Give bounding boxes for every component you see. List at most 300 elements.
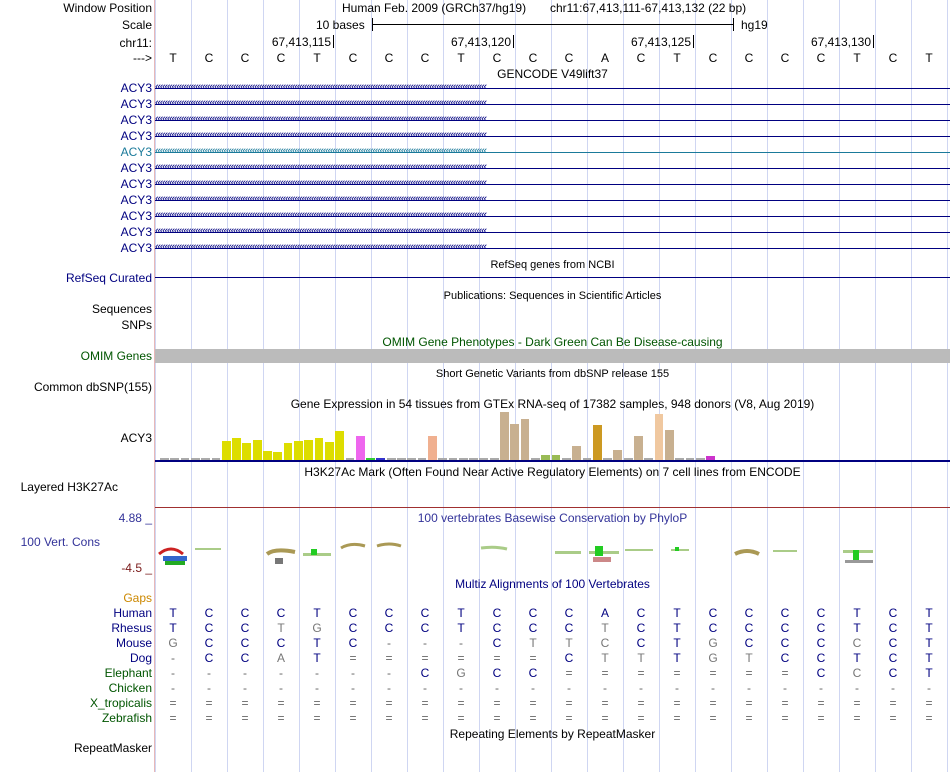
- aligned-base: C: [636, 606, 646, 620]
- aligned-base: C: [852, 636, 862, 650]
- aligned-base: C: [492, 606, 502, 620]
- aligned-base: C: [888, 606, 898, 620]
- species-label[interactable]: Dog: [129, 651, 152, 665]
- aligned-base: =: [817, 711, 825, 725]
- aligned-base: =: [169, 696, 177, 710]
- aligned-base: C: [384, 606, 394, 620]
- aligned-base: -: [747, 681, 751, 695]
- gtex-tissue-bar[interactable]: [500, 412, 509, 460]
- aligned-base: -: [279, 666, 283, 680]
- gencode-gene-label[interactable]: ACY3: [120, 113, 152, 127]
- gencode-transcript[interactable]: [155, 113, 950, 125]
- aligned-base: C: [528, 606, 538, 620]
- strand-arrows: ‹‹‹‹‹‹‹‹‹‹‹‹‹‹‹‹‹‹‹‹‹‹‹‹‹‹‹‹‹‹‹‹‹‹‹‹‹‹‹‹‹‹‹‹‹‹‹‹‹‹‹‹‹‹‹‹‹‹‹‹‹‹‹‹‹‹‹‹‹‹‹‹‹‹‹‹‹‹‹‹‹‹‹‹‹‹‹‹‹‹‹‹‹‹‹‹‹‹‹‹‹‹‹‹‹‹‹‹‹‹‹‹‹‹‹‹‹‹‹‹‹‹‹‹‹‹‹‹‹‹‹‹‹‹‹‹‹‹‹‹: [155, 225, 486, 237]
- gencode-transcript[interactable]: [155, 177, 950, 189]
- phylop-min-label: -4.5 _: [121, 561, 152, 575]
- h3k27ac-baseline[interactable]: [155, 507, 950, 508]
- coordinate-label: 67,413,120: [450, 35, 511, 49]
- aligned-base: =: [349, 711, 357, 725]
- base: C: [744, 51, 754, 65]
- gaps-label[interactable]: Gaps: [123, 591, 152, 605]
- aligned-base: T: [925, 606, 933, 620]
- strand-arrows: ‹‹‹‹‹‹‹‹‹‹‹‹‹‹‹‹‹‹‹‹‹‹‹‹‹‹‹‹‹‹‹‹‹‹‹‹‹‹‹‹‹‹‹‹‹‹‹‹‹‹‹‹‹‹‹‹‹‹‹‹‹‹‹‹‹‹‹‹‹‹‹‹‹‹‹‹‹‹‹‹‹‹‹‹‹‹‹‹‹‹‹‹‹‹‹‹‹‹‹‹‹‹‹‹‹‹‹‹‹‹‹‹‹‹‹‹‹‹‹‹‹‹‹‹‹‹‹‹‹‹‹‹‹‹‹‹‹‹‹‹: [155, 129, 486, 141]
- aligned-base: -: [459, 681, 463, 695]
- aligned-base: =: [925, 711, 933, 725]
- aligned-base: C: [636, 636, 646, 650]
- aligned-base: -: [891, 681, 895, 695]
- aligned-base: =: [673, 666, 681, 680]
- aligned-base: G: [168, 636, 178, 650]
- aligned-base: T: [673, 636, 681, 650]
- aligned-base: C: [492, 666, 502, 680]
- aligned-base: =: [529, 696, 537, 710]
- aligned-base: G: [708, 651, 718, 665]
- gencode-gene-label[interactable]: ACY3: [120, 97, 152, 111]
- aligned-base: =: [529, 711, 537, 725]
- gtex-tissue-bar[interactable]: [428, 436, 437, 460]
- cons-logo-5: [341, 544, 401, 548]
- aligned-base: C: [564, 621, 574, 635]
- aligned-base: C: [816, 666, 826, 680]
- aligned-base: G: [708, 636, 718, 650]
- aligned-base: T: [673, 606, 681, 620]
- aligned-base: C: [204, 636, 214, 650]
- coordinate-label: 67,413,130: [810, 35, 871, 49]
- aligned-base: =: [493, 696, 501, 710]
- gencode-gene-label[interactable]: ACY3: [120, 145, 152, 159]
- gtex-tissue-bar[interactable]: [613, 450, 622, 460]
- strand-arrows: ‹‹‹‹‹‹‹‹‹‹‹‹‹‹‹‹‹‹‹‹‹‹‹‹‹‹‹‹‹‹‹‹‹‹‹‹‹‹‹‹‹‹‹‹‹‹‹‹‹‹‹‹‹‹‹‹‹‹‹‹‹‹‹‹‹‹‹‹‹‹‹‹‹‹‹‹‹‹‹‹‹‹‹‹‹‹‹‹‹‹‹‹‹‹‹‹‹‹‹‹‹‹‹‹‹‹‹‹‹‹‹‹‹‹‹‹‹‹‹‹‹‹‹‹‹‹‹‹‹‹‹‹‹‹‹‹‹‹‹‹: [155, 241, 486, 253]
- base: T: [313, 51, 321, 65]
- refseq-line[interactable]: [155, 277, 950, 278]
- strand-arrows: ‹‹‹‹‹‹‹‹‹‹‹‹‹‹‹‹‹‹‹‹‹‹‹‹‹‹‹‹‹‹‹‹‹‹‹‹‹‹‹‹‹‹‹‹‹‹‹‹‹‹‹‹‹‹‹‹‹‹‹‹‹‹‹‹‹‹‹‹‹‹‹‹‹‹‹‹‹‹‹‹‹‹‹‹‹‹‹‹‹‹‹‹‹‹‹‹‹‹‹‹‹‹‹‹‹‹‹‹‹‹‹‹‹‹‹‹‹‹‹‹‹‹‹‹‹‹‹‹‹‹‹‹‹‹‹‹‹‹‹‹: [155, 177, 486, 189]
- gtex-tissue-bar[interactable]: [655, 414, 664, 460]
- aligned-base: =: [925, 696, 933, 710]
- aligned-base: =: [853, 696, 861, 710]
- gencode-gene-label[interactable]: ACY3: [120, 177, 152, 191]
- scale-bar-left-tick: [372, 18, 373, 31]
- gtex-gene-label[interactable]: ACY3: [120, 431, 152, 445]
- aligned-base: C: [240, 636, 250, 650]
- aligned-base: =: [709, 711, 717, 725]
- aligned-base: C: [816, 636, 826, 650]
- aligned-base: T: [277, 621, 285, 635]
- aligned-base: T: [745, 651, 753, 665]
- base: A: [600, 51, 609, 65]
- aligned-base: C: [600, 636, 610, 650]
- tracks-area[interactable]: [155, 0, 950, 772]
- coordinate-label: 67,413,115: [271, 35, 331, 49]
- cons-logo-6: [481, 547, 507, 549]
- aligned-base: T: [529, 636, 537, 650]
- aligned-base: C: [384, 621, 394, 635]
- gtex-bar-chart[interactable]: [155, 412, 950, 460]
- gencode-transcript[interactable]: [155, 161, 950, 173]
- aligned-base: -: [351, 666, 355, 680]
- window-position-label: Window Position: [63, 1, 152, 15]
- aligned-base: =: [565, 696, 573, 710]
- gtex-tissue-bar[interactable]: [521, 419, 530, 460]
- scale-bar: [373, 24, 733, 25]
- aligned-base: C: [420, 666, 430, 680]
- aligned-base: =: [601, 711, 609, 725]
- aligned-base: C: [420, 606, 430, 620]
- omim-bar[interactable]: [155, 349, 950, 363]
- gtex-tissue-bar[interactable]: [510, 424, 519, 460]
- base: C: [348, 51, 358, 65]
- cons-logo-1: [159, 549, 187, 565]
- aligned-base: =: [637, 696, 645, 710]
- sequences-label[interactable]: Sequences: [91, 302, 152, 316]
- gencode-transcript[interactable]: [155, 225, 950, 237]
- cons-logo-2: [195, 548, 221, 550]
- strand-arrows: ‹‹‹‹‹‹‹‹‹‹‹‹‹‹‹‹‹‹‹‹‹‹‹‹‹‹‹‹‹‹‹‹‹‹‹‹‹‹‹‹‹‹‹‹‹‹‹‹‹‹‹‹‹‹‹‹‹‹‹‹‹‹‹‹‹‹‹‹‹‹‹‹‹‹‹‹‹‹‹‹‹‹‹‹‹‹‹‹‹‹‹‹‹‹‹‹‹‹‹‹‹‹‹‹‹‹‹‹‹‹‹‹‹‹‹‹‹‹‹‹‹‹‹‹‹‹‹‹‹‹‹‹‹‹‹‹‹‹‹‹: [155, 81, 486, 93]
- aligned-base: C: [240, 621, 250, 635]
- aligned-base: -: [387, 636, 391, 650]
- aligned-base: -: [387, 666, 391, 680]
- aligned-base: C: [852, 666, 862, 680]
- aligned-base: =: [781, 711, 789, 725]
- aligned-base: =: [493, 711, 501, 725]
- gtex-tissue-bar[interactable]: [253, 440, 262, 460]
- aligned-base: =: [205, 696, 213, 710]
- aligned-base: G: [312, 621, 322, 635]
- aligned-base: C: [420, 621, 430, 635]
- phylop-title: 100 vertebrates Basewise Conservation by PhyloP: [417, 511, 688, 525]
- cons-logo-9: [735, 550, 797, 554]
- chromosome-label: chr11:: [119, 36, 152, 50]
- aligned-base: =: [241, 696, 249, 710]
- conservation-logos[interactable]: [155, 540, 950, 566]
- phylop-max-label: 4.88 _: [118, 511, 152, 525]
- aligned-base: C: [204, 651, 214, 665]
- aligned-base: T: [637, 651, 645, 665]
- cons-logo-4: [303, 549, 331, 556]
- aligned-base: -: [351, 681, 355, 695]
- aligned-base: -: [675, 681, 679, 695]
- coordinate-tick: [873, 35, 874, 48]
- gencode-transcript[interactable]: [155, 129, 950, 141]
- repeatmasker-title: Repeating Elements by RepeatMasker: [449, 727, 656, 741]
- aligned-base: -: [639, 681, 643, 695]
- species-label[interactable]: Rhesus: [111, 621, 152, 635]
- aligned-base: C: [780, 651, 790, 665]
- aligned-base: =: [565, 666, 573, 680]
- aligned-base: A: [600, 606, 609, 620]
- aligned-base: -: [279, 681, 283, 695]
- base: C: [276, 51, 286, 65]
- gtex-tissue-bar[interactable]: [294, 441, 303, 460]
- aligned-base: =: [709, 696, 717, 710]
- aligned-base: =: [313, 711, 321, 725]
- coordinate-tick: [333, 35, 334, 48]
- aligned-base: -: [423, 636, 427, 650]
- aligned-base: =: [169, 711, 177, 725]
- aligned-base: C: [276, 606, 286, 620]
- aligned-base: =: [889, 696, 897, 710]
- aligned-base: -: [315, 681, 319, 695]
- species-label[interactable]: Mouse: [115, 636, 152, 650]
- aligned-base: C: [780, 621, 790, 635]
- aligned-base: T: [169, 621, 177, 635]
- gencode-gene-label[interactable]: ACY3: [120, 129, 152, 143]
- aligned-base: -: [171, 681, 175, 695]
- aligned-base: C: [888, 636, 898, 650]
- refseq-title: RefSeq genes from NCBI: [490, 259, 615, 271]
- aligned-base: C: [744, 636, 754, 650]
- aligned-base: =: [385, 696, 393, 710]
- aligned-base: =: [349, 696, 357, 710]
- aligned-base: =: [385, 711, 393, 725]
- gencode-transcript[interactable]: [155, 241, 950, 253]
- aligned-base: =: [637, 666, 645, 680]
- aligned-base: T: [673, 621, 681, 635]
- aligned-base: C: [204, 606, 214, 620]
- aligned-base: C: [816, 621, 826, 635]
- gtex-tissue-bar[interactable]: [634, 436, 643, 460]
- aligned-base: T: [313, 636, 321, 650]
- aligned-base: =: [313, 696, 321, 710]
- aligned-base: C: [636, 621, 646, 635]
- aligned-base: T: [457, 606, 465, 620]
- gtex-title: Gene Expression in 54 tissues from GTEx RNA-seq of 17382 samples, 948 donors (V8, Aug 2019): [290, 397, 815, 411]
- aligned-base: =: [745, 711, 753, 725]
- strand-arrows: ‹‹‹‹‹‹‹‹‹‹‹‹‹‹‹‹‹‹‹‹‹‹‹‹‹‹‹‹‹‹‹‹‹‹‹‹‹‹‹‹‹‹‹‹‹‹‹‹‹‹‹‹‹‹‹‹‹‹‹‹‹‹‹‹‹‹‹‹‹‹‹‹‹‹‹‹‹‹‹‹‹‹‹‹‹‹‹‹‹‹‹‹‹‹‹‹‹‹‹‹‹‹‹‹‹‹‹‹‹‹‹‹‹‹‹‹‹‹‹‹‹‹‹‹‹‹‹‹‹‹‹‹‹‹‹‹‹‹‹‹: [155, 209, 486, 221]
- aligned-base: =: [457, 651, 465, 665]
- aligned-base: =: [673, 711, 681, 725]
- aligned-base: =: [457, 711, 465, 725]
- aligned-base: C: [744, 606, 754, 620]
- aligned-base: C: [816, 651, 826, 665]
- aligned-base: T: [925, 621, 933, 635]
- species-label[interactable]: Chicken: [108, 681, 152, 695]
- base: C: [708, 51, 718, 65]
- species-label[interactable]: Zebrafish: [101, 711, 152, 725]
- gtex-tissue-bar[interactable]: [356, 436, 365, 460]
- aligned-base: T: [169, 606, 177, 620]
- gtex-tissue-bar[interactable]: [232, 438, 241, 460]
- gencode-gene-label[interactable]: ACY3: [120, 209, 152, 223]
- base: T: [169, 51, 177, 65]
- aligned-base: =: [565, 711, 573, 725]
- aligned-base: =: [781, 696, 789, 710]
- aligned-base: C: [780, 606, 790, 620]
- aligned-base: C: [528, 666, 538, 680]
- dbsnp-label[interactable]: Common dbSNP(155): [33, 380, 152, 394]
- base: C: [240, 51, 250, 65]
- aligned-base: C: [780, 636, 790, 650]
- aligned-base: =: [277, 711, 285, 725]
- aligned-base: =: [889, 711, 897, 725]
- aligned-base: T: [601, 651, 609, 665]
- aligned-base: -: [315, 666, 319, 680]
- aligned-base: -: [243, 666, 247, 680]
- gtex-tissue-bar[interactable]: [665, 430, 674, 460]
- aligned-base: T: [313, 606, 321, 620]
- aligned-base: -: [423, 681, 427, 695]
- aligned-base: -: [567, 681, 571, 695]
- cons-label[interactable]: 100 Vert. Cons: [20, 535, 100, 549]
- h3k27ac-label[interactable]: Layered H3K27Ac: [20, 480, 118, 494]
- gtex-tissue-bar[interactable]: [572, 446, 581, 460]
- aligned-base: -: [927, 681, 931, 695]
- aligned-base: C: [564, 651, 574, 665]
- aligned-base: =: [601, 696, 609, 710]
- aligned-base: T: [853, 606, 861, 620]
- aligned-base: T: [853, 621, 861, 635]
- gtex-tissue-bar[interactable]: [335, 431, 344, 460]
- base: C: [492, 51, 502, 65]
- aligned-base: T: [925, 636, 933, 650]
- gtex-tissue-bar[interactable]: [315, 438, 324, 460]
- coordinate-label: 67,413,125: [630, 35, 691, 49]
- gencode-title: GENCODE V49lift37: [497, 67, 608, 81]
- aligned-base: C: [564, 606, 574, 620]
- aligned-base: C: [240, 606, 250, 620]
- aligned-base: C: [348, 621, 358, 635]
- omim-title: OMIM Gene Phenotypes - Dark Green Can Be Disease-causing: [382, 335, 723, 349]
- aligned-base: T: [673, 651, 681, 665]
- base: T: [925, 51, 933, 65]
- strand-arrows: ‹‹‹‹‹‹‹‹‹‹‹‹‹‹‹‹‹‹‹‹‹‹‹‹‹‹‹‹‹‹‹‹‹‹‹‹‹‹‹‹‹‹‹‹‹‹‹‹‹‹‹‹‹‹‹‹‹‹‹‹‹‹‹‹‹‹‹‹‹‹‹‹‹‹‹‹‹‹‹‹‹‹‹‹‹‹‹‹‹‹‹‹‹‹‹‹‹‹‹‹‹‹‹‹‹‹‹‹‹‹‹‹‹‹‹‹‹‹‹‹‹‹‹‹‹‹‹‹‹‹‹‹‹‹‹‹‹‹‹‹: [155, 113, 486, 125]
- aligned-base: =: [745, 696, 753, 710]
- aligned-base: A: [276, 651, 285, 665]
- gencode-gene-label[interactable]: ACY3: [120, 225, 152, 239]
- base: C: [204, 51, 214, 65]
- aligned-base: -: [171, 666, 175, 680]
- aligned-base: =: [781, 666, 789, 680]
- aligned-base: C: [204, 621, 214, 635]
- aligned-base: T: [601, 621, 609, 635]
- cons-logo-3: [267, 550, 295, 564]
- h3k27ac-title: H3K27Ac Mark (Often Found Near Active Regulatory Elements) on 7 cell lines from ENCODE: [304, 465, 801, 479]
- aligned-base: -: [387, 681, 391, 695]
- gencode-transcript[interactable]: [155, 81, 950, 93]
- base: T: [457, 51, 465, 65]
- omim-label[interactable]: OMIM Genes: [80, 349, 152, 363]
- coordinate-tick: [693, 35, 694, 48]
- species-label[interactable]: Elephant: [104, 666, 152, 680]
- strand-arrows: ‹‹‹‹‹‹‹‹‹‹‹‹‹‹‹‹‹‹‹‹‹‹‹‹‹‹‹‹‹‹‹‹‹‹‹‹‹‹‹‹‹‹‹‹‹‹‹‹‹‹‹‹‹‹‹‹‹‹‹‹‹‹‹‹‹‹‹‹‹‹‹‹‹‹‹‹‹‹‹‹‹‹‹‹‹‹‹‹‹‹‹‹‹‹‹‹‹‹‹‹‹‹‹‹‹‹‹‹‹‹‹‹‹‹‹‹‹‹‹‹‹‹‹‹‹‹‹‹‹‹‹‹‹‹‹‹‹‹‹‹: [155, 193, 486, 205]
- aligned-base: G: [456, 666, 466, 680]
- aligned-base: =: [385, 651, 393, 665]
- gencode-gene-label[interactable]: ACY3: [120, 81, 152, 95]
- strand-arrows: ‹‹‹‹‹‹‹‹‹‹‹‹‹‹‹‹‹‹‹‹‹‹‹‹‹‹‹‹‹‹‹‹‹‹‹‹‹‹‹‹‹‹‹‹‹‹‹‹‹‹‹‹‹‹‹‹‹‹‹‹‹‹‹‹‹‹‹‹‹‹‹‹‹‹‹‹‹‹‹‹‹‹‹‹‹‹‹‹‹‹‹‹‹‹‹‹‹‹‹‹‹‹‹‹‹‹‹‹‹‹‹‹‹‹‹‹‹‹‹‹‹‹‹‹‹‹‹‹‹‹‹‹‹‹‹‹‹‹‹‹: [155, 97, 486, 109]
- aligned-base: =: [529, 651, 537, 665]
- aligned-base: =: [421, 696, 429, 710]
- aligned-base: =: [241, 711, 249, 725]
- aligned-base: T: [457, 621, 465, 635]
- aligned-base: -: [603, 681, 607, 695]
- aligned-base: C: [528, 621, 538, 635]
- aligned-base: =: [637, 711, 645, 725]
- repeatmasker-label[interactable]: RepeatMasker: [73, 741, 152, 755]
- aligned-base: C: [348, 606, 358, 620]
- aligned-base: T: [565, 636, 573, 650]
- aligned-base: -: [171, 651, 175, 665]
- gtex-tissue-bar[interactable]: [325, 442, 334, 460]
- gtex-tissue-bar[interactable]: [222, 441, 231, 460]
- aligned-base: -: [531, 681, 535, 695]
- strand-arrows: ‹‹‹‹‹‹‹‹‹‹‹‹‹‹‹‹‹‹‹‹‹‹‹‹‹‹‹‹‹‹‹‹‹‹‹‹‹‹‹‹‹‹‹‹‹‹‹‹‹‹‹‹‹‹‹‹‹‹‹‹‹‹‹‹‹‹‹‹‹‹‹‹‹‹‹‹‹‹‹‹‹‹‹‹‹‹‹‹‹‹‹‹‹‹‹‹‹‹‹‹‹‹‹‹‹‹‹‹‹‹‹‹‹‹‹‹‹‹‹‹‹‹‹‹‹‹‹‹‹‹‹‹‹‹‹‹‹‹‹‹: [155, 161, 486, 173]
- aligned-base: C: [888, 666, 898, 680]
- gtex-tissue-bar[interactable]: [242, 443, 251, 460]
- base: C: [384, 51, 394, 65]
- aligned-base: C: [744, 621, 754, 635]
- refseq-label[interactable]: RefSeq Curated: [65, 271, 152, 285]
- gencode-gene-label[interactable]: ACY3: [120, 193, 152, 207]
- assembly-text: Human Feb. 2009 (GRCh37/hg19): [342, 1, 527, 15]
- aligned-base: =: [673, 696, 681, 710]
- aligned-base: -: [495, 681, 499, 695]
- aligned-base: C: [816, 606, 826, 620]
- aligned-base: C: [492, 636, 502, 650]
- species-label[interactable]: Human: [113, 606, 152, 620]
- cons-logo-7: [555, 546, 619, 562]
- aligned-base: =: [457, 696, 465, 710]
- species-label[interactable]: X_tropicalis: [89, 696, 152, 710]
- aligned-base: =: [277, 696, 285, 710]
- base: C: [420, 51, 430, 65]
- gtex-baseline: [155, 460, 950, 462]
- aligned-base: -: [459, 636, 463, 650]
- aligned-base: =: [709, 666, 717, 680]
- aligned-base: =: [421, 711, 429, 725]
- aligned-base: C: [888, 651, 898, 665]
- base: C: [888, 51, 898, 65]
- scale-text: 10 bases: [316, 18, 365, 32]
- scale-label: Scale: [121, 18, 152, 32]
- gencode-gene-label[interactable]: ACY3: [120, 241, 152, 255]
- strand-arrows: ‹‹‹‹‹‹‹‹‹‹‹‹‹‹‹‹‹‹‹‹‹‹‹‹‹‹‹‹‹‹‹‹‹‹‹‹‹‹‹‹‹‹‹‹‹‹‹‹‹‹‹‹‹‹‹‹‹‹‹‹‹‹‹‹‹‹‹‹‹‹‹‹‹‹‹‹‹‹‹‹‹‹‹‹‹‹‹‹‹‹‹‹‹‹‹‹‹‹‹‹‹‹‹‹‹‹‹‹‹‹‹‹‹‹‹‹‹‹‹‹‹‹‹‹‹‹‹‹‹‹‹‹‹‹‹‹‹‹‹‹: [155, 145, 486, 157]
- gtex-tissue-bar[interactable]: [593, 425, 602, 460]
- gencode-transcript[interactable]: [155, 209, 950, 221]
- gencode-transcript[interactable]: [155, 97, 950, 109]
- aligned-base: T: [925, 651, 933, 665]
- aligned-base: C: [492, 621, 502, 635]
- gencode-transcript[interactable]: [155, 145, 950, 157]
- aligned-base: =: [817, 696, 825, 710]
- aligned-base: T: [925, 666, 933, 680]
- aligned-base: -: [243, 681, 247, 695]
- base: T: [673, 51, 681, 65]
- aligned-base: -: [207, 681, 211, 695]
- aligned-base: C: [348, 636, 358, 650]
- snps-label[interactable]: SNPs: [121, 318, 152, 332]
- aligned-base: T: [313, 651, 321, 665]
- aligned-base: -: [783, 681, 787, 695]
- gtex-tissue-bar[interactable]: [304, 440, 313, 460]
- gencode-transcript[interactable]: [155, 193, 950, 205]
- gtex-tissue-bar[interactable]: [263, 451, 272, 460]
- gencode-gene-label[interactable]: ACY3: [120, 161, 152, 175]
- aligned-base: C: [888, 621, 898, 635]
- gtex-tissue-bar[interactable]: [284, 443, 293, 460]
- aligned-base: =: [853, 711, 861, 725]
- aligned-base: =: [205, 711, 213, 725]
- aligned-base: -: [711, 681, 715, 695]
- base: C: [816, 51, 826, 65]
- strand-arrow-label: --->: [133, 51, 152, 65]
- aligned-base: C: [240, 651, 250, 665]
- aligned-base: C: [708, 606, 718, 620]
- aligned-base: C: [708, 621, 718, 635]
- cons-logo-8: [625, 547, 689, 551]
- scale-db: hg19: [741, 18, 768, 32]
- aligned-base: =: [745, 666, 753, 680]
- aligned-base: =: [349, 651, 357, 665]
- gtex-tissue-bar[interactable]: [273, 452, 282, 460]
